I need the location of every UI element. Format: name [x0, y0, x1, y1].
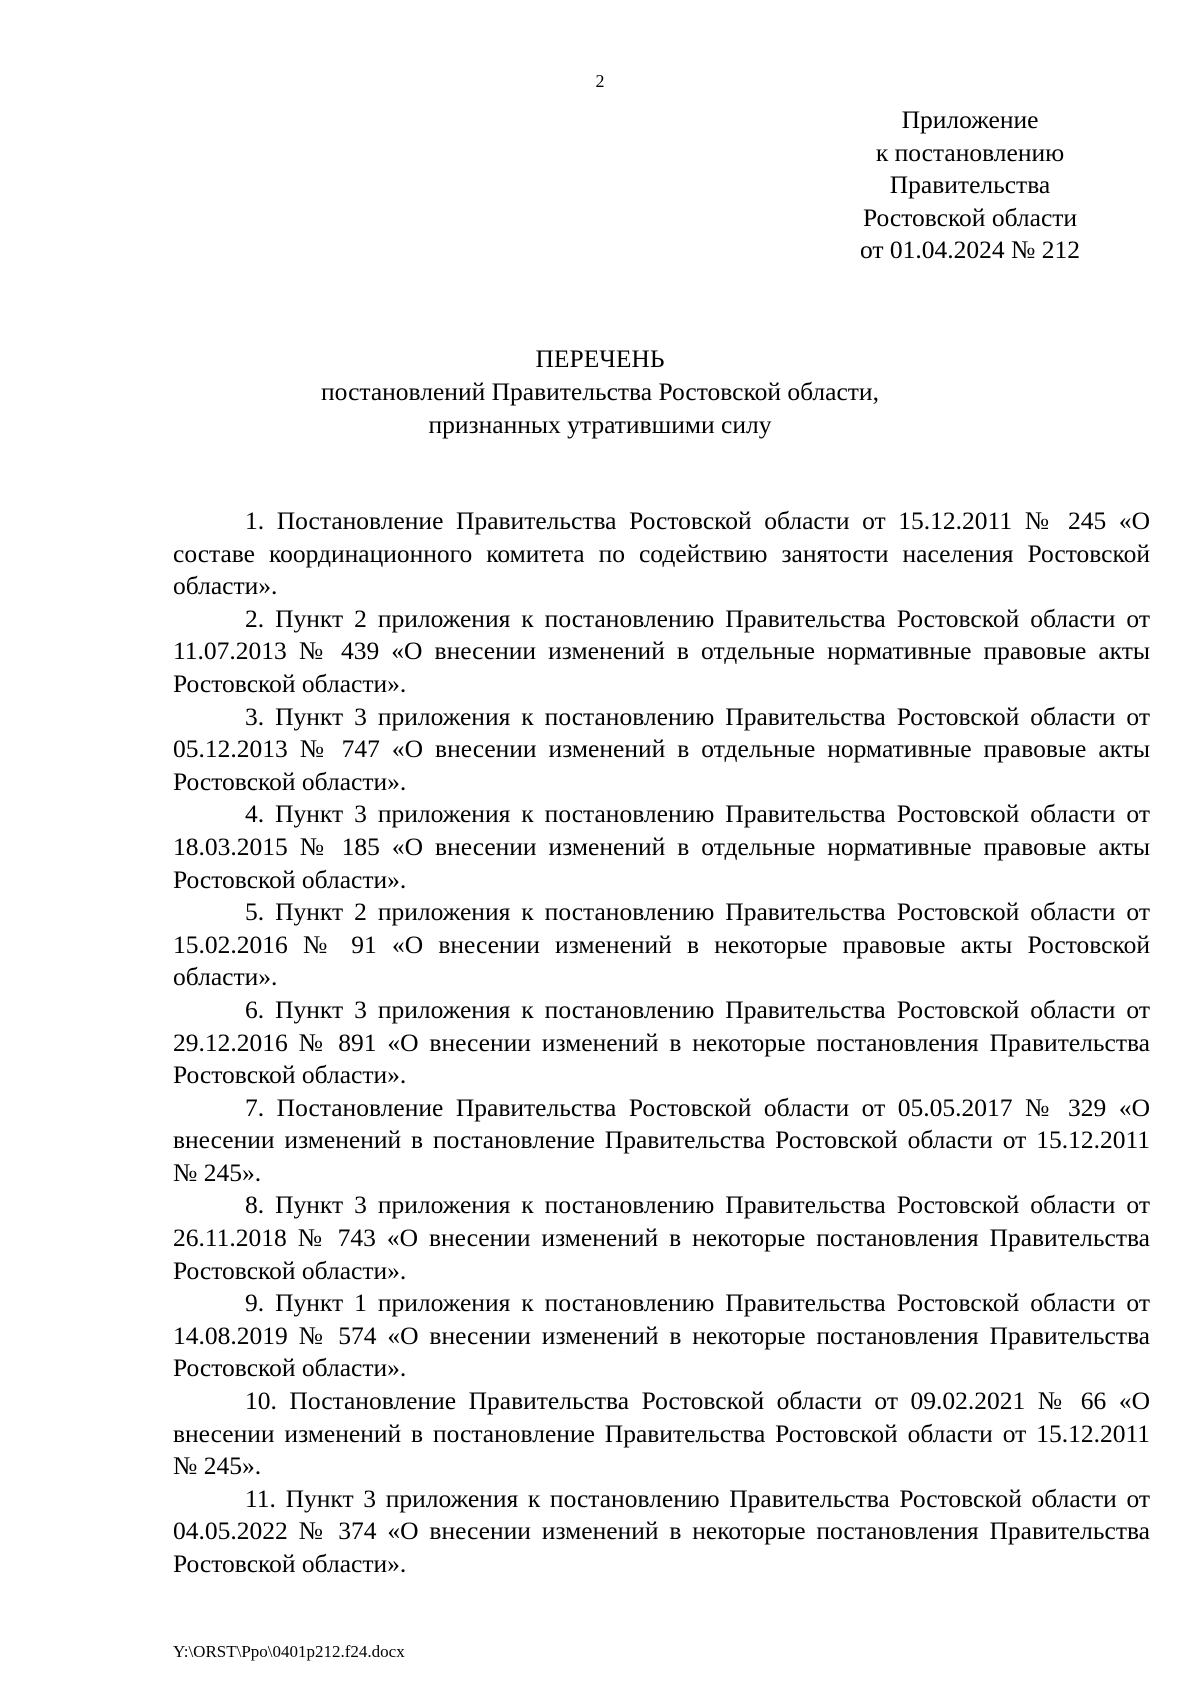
- list-item: 5. Пункт 2 приложения к постановлению Правительства Ростовской области от 15.02.2016 № 91 «О внесении изменений в некоторые правовые акты Ростовской области».: [173, 897, 1150, 992]
- appendix-block: [820, 104, 1120, 267]
- appendix-line: Приложение: [901, 105, 1039, 134]
- footer-file-path: Y:\ORST\Ppo\0401p212.f24.docx: [173, 1642, 405, 1661]
- document-subtitle: постановлений Правительства Ростовской области,: [321, 377, 879, 406]
- page-number: 2: [595, 71, 605, 91]
- list-item: 6. Пункт 3 приложения к постановлению Правительства Ростовской области от 29.12.2016 № 891 «О внесении изменений в некоторые постановления Правительства Ростовской области».: [173, 994, 1150, 1090]
- appendix-line: Правительства: [889, 170, 1051, 199]
- repealed-acts-list: [173, 505, 1150, 1581]
- list-item: 1. Постановление Правительства Ростовской области от 15.12.2011 № 245 «О составе координационного комитета по содействию занятости населения Ростовской области».: [173, 506, 1150, 601]
- list-item: 11. Пункт 3 приложения к постановлению Правительства Ростовской области от 04.05.2022 № 374 «О внесении изменений в некоторые постановления Правительства Ростовской области».: [173, 1483, 1150, 1578]
- list-item: 3. Пункт 3 приложения к постановлению Правительства Ростовской области от 05.12.2013 № 747 «О внесении изменений в отдельные нормативные правовые акты Ростовской области».: [173, 701, 1150, 796]
- document-title: ПЕРЕЧЕНЬ: [535, 344, 665, 373]
- list-item: 7. Постановление Правительства Ростовской области от 05.05.2017 № 329 «О внесении изменений в постановление Правительства Ростовской области от 15.12.2011 № 245».: [173, 1092, 1150, 1187]
- appendix-line: от 01.04.2024 № 212: [859, 235, 1080, 264]
- list-item: 10. Постановление Правительства Ростовской области от 09.02.2021 № 66 «О внесении изменений в постановление Правительства Ростовской области от 15.12.2011 № 245».: [173, 1386, 1150, 1481]
- appendix-line: Ростовской области: [862, 202, 1078, 232]
- list-item: 4. Пункт 3 приложения к постановлению Правительства Ростовской области от 18.03.2015 № 185 «О внесении изменений в отдельные нормативные правовые акты Ростовской области».: [173, 799, 1150, 894]
- list-item: 8. Пункт 3 приложения к постановлению Правительства Ростовской области от 26.11.2018 № 743 «О внесении изменений в некоторые постановления Правительства Ростовской области».: [173, 1190, 1150, 1285]
- document-heading: [0, 342, 1200, 441]
- list-item: 9. Пункт 1 приложения к постановлению Правительства Ростовской области от 14.08.2019 № 574 «О внесении изменений в некоторые постановления Правительства Ростовской области».: [173, 1288, 1150, 1383]
- document-subtitle: признанных утратившими силу: [428, 410, 772, 439]
- appendix-line: к постановлению: [875, 137, 1065, 167]
- list-item: 2. Пункт 2 приложения к постановлению Правительства Ростовской области от 11.07.2013 № 439 «О внесении изменений в отдельные нормативные правовые акты Ростовской области».: [173, 603, 1150, 698]
